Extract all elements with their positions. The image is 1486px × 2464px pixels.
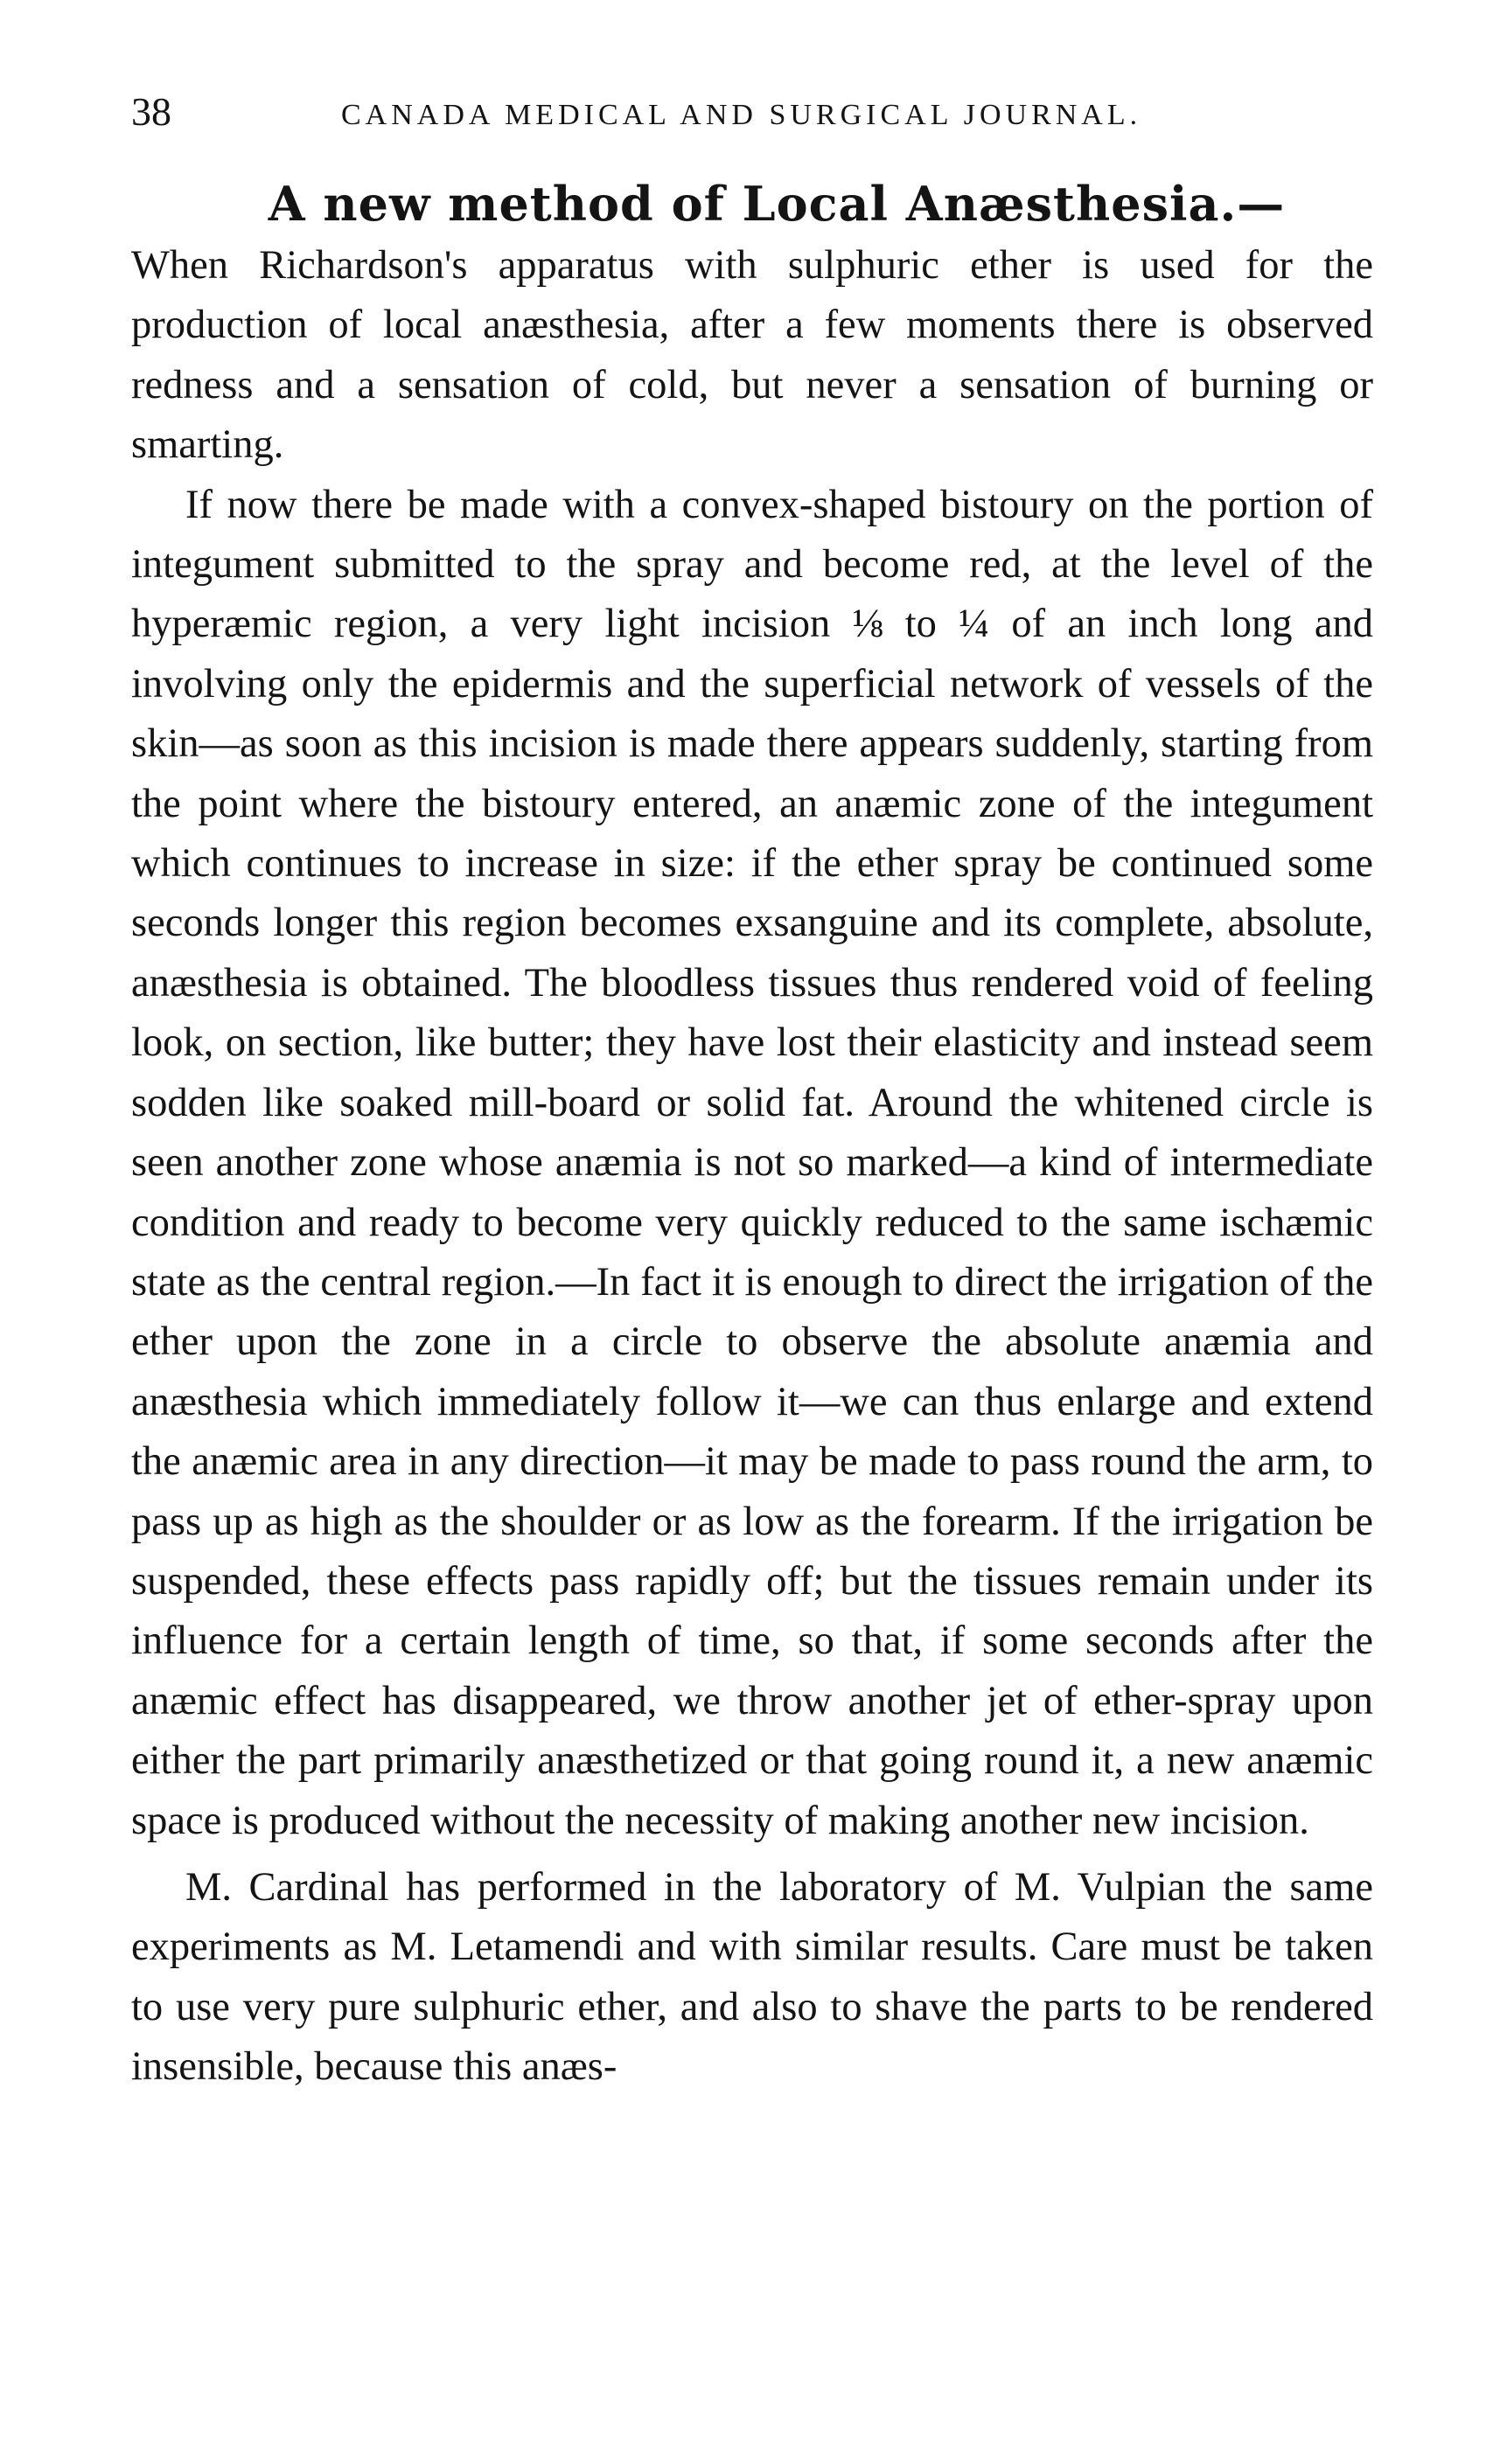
journal-title: CANADA MEDICAL AND SURGICAL JOURNAL.	[341, 99, 1142, 131]
article-heading: A new method of Local Anæsthesia.—	[268, 176, 1286, 232]
running-head	[131, 86, 1373, 147]
paragraph-incision-experiment: If now there be made with a convex-shaped bistoury on the portion of integument submitted to the spray and become red, at the level of the hyperæmic region, a very light incision ⅛ to ¼ of an inch long and involving only the epidermis and the superficial network of vessels of the skin—as soon as this incision is made there appears suddenly, starting from the point where the bistoury entered, an anæmic zone of the integument which continues to increase in size: if the ether spray be continued some seconds longer this region becomes exsanguine and its complete, absolute, anæsthesia is obtained. The bloodless tissues thus rendered void of feeling look, on section, like butter; they have lost their elasticity and instead seem sodden like soaked mill-board or solid fat. Around the whitened circle is seen another zone whose anæmia is not so marked—a kind of intermediate condition and ready to become very quickly reduced to the same ischæmic state as the central region.—In fact it is enough to direct the irrigation of the ether upon the zone in a circle to observe the absolute anæmia and anæsthesia which immediately follow it—we can thus enlarge and extend the anæmic area in any direction—it may be made to pass round the arm, to pass up as high as the shoulder or as low as the forearm. If the irrigation be suspended, these effects pass rapidly off; but the tissues remain under its influence for a certain length of time, so that, if some seconds after the anæmic effect has disappeared, we throw another jet of ether-spray upon either the part primarily anæsthetized or that going round it, a new anæmic space is produced without the necessity of making another new incision.	[131, 482, 1373, 1843]
paragraph-cardinal-vulpian: M. Cardinal has performed in the laboratory of M. Vulpian the same experiments as M. Letamendi and with similar results. Care must be taken to use very pure sulphuric ether, and also to shave the parts to be rendered insensible, because this anæs-	[131, 1864, 1373, 2090]
paragraph-intro: When Richardson's apparatus with sulphuric ether is used for the production of local anæsthesia, after a few moments there is observed redness and a sensation of cold, but never a sensation of burning or smarting.	[131, 243, 1373, 468]
page-number: 38	[131, 89, 171, 134]
article-body	[131, 175, 1373, 2098]
